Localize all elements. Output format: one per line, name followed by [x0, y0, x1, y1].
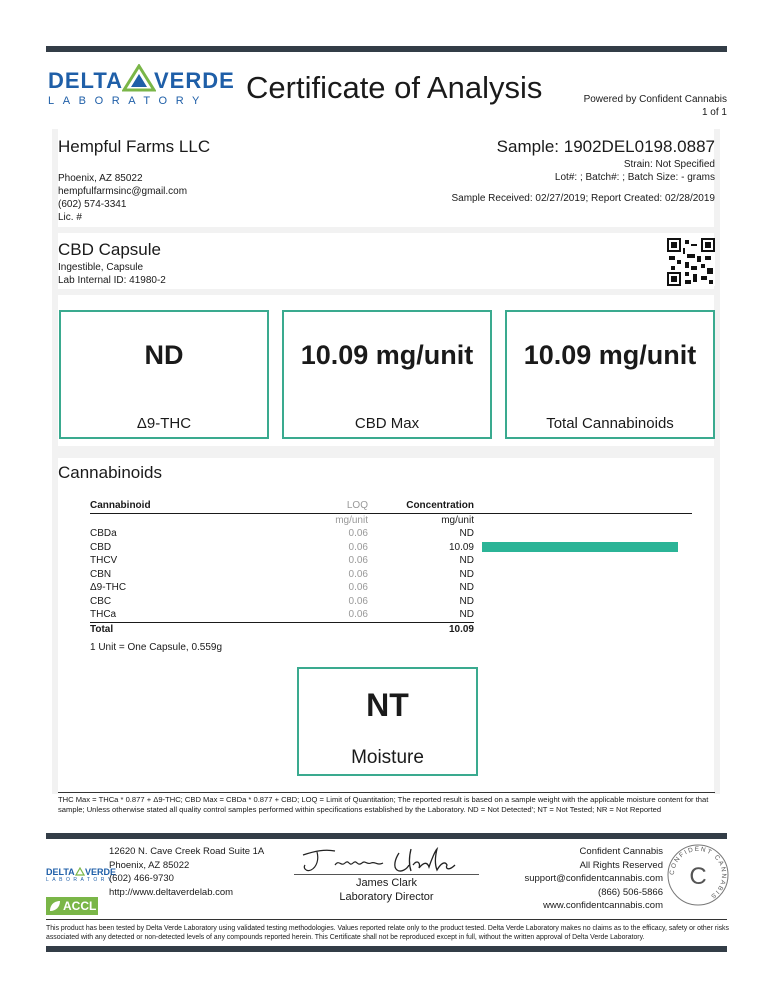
sample-lot: Lot#: ; Batch#: ; Batch Size: - grams — [554, 172, 715, 183]
table-row — [90, 541, 692, 555]
footer-logo-word-delta: DELTA — [46, 867, 75, 877]
logo-word-verde: VERDE — [154, 68, 235, 93]
loq-value: 0.06 — [348, 541, 368, 553]
qr-code-icon — [667, 238, 715, 286]
footer-logo-sub: LABORATORY — [46, 877, 115, 883]
concentration-value: 10.09 — [448, 541, 474, 553]
leaf-icon — [48, 899, 62, 913]
summary-label: CBD Max — [354, 415, 420, 432]
product-type: Ingestible, Capsule — [58, 262, 144, 273]
sample-details — [451, 158, 715, 205]
summary-box-thc — [59, 310, 269, 439]
bottom-band — [46, 946, 727, 952]
client-address — [58, 172, 187, 224]
product-internal-id: Lab Internal ID: 41980-2 — [58, 275, 166, 286]
table-row — [90, 527, 692, 541]
logo-word-delta: DELTA — [48, 68, 124, 93]
delta-verde-logo — [46, 64, 235, 110]
cannabinoid-name: CBDa — [90, 528, 117, 539]
product-name: CBD Capsule — [58, 240, 161, 259]
loq-value: 0.06 — [348, 528, 368, 539]
table-row — [90, 554, 692, 568]
cannabinoids-table — [90, 499, 692, 636]
cannabinoid-name: CBC — [90, 595, 112, 607]
seal-letter: C — [689, 863, 707, 890]
cc-rights: All Rights Reserved — [579, 859, 663, 871]
cannabinoid-name: CBD — [90, 541, 112, 553]
moisture-box — [297, 667, 478, 776]
summary-box-total-cannabinoids — [505, 310, 715, 439]
accl-text: ACCL — [63, 899, 97, 913]
moisture-value: NT — [366, 687, 409, 723]
col-cannabinoid: Cannabinoid — [90, 499, 270, 513]
confident-cannabis-seal — [666, 843, 730, 907]
accl-badge — [46, 897, 98, 915]
lab-website[interactable]: http://www.deltaverdelab.com — [109, 886, 234, 898]
client-name: Hempful Farms LLC — [58, 137, 211, 156]
signer-title: Laboratory Director — [339, 891, 434, 903]
seal-text: CONFIDENT CANNABIS — [668, 845, 728, 901]
cc-contact — [524, 845, 663, 913]
loq-value: 0.06 — [348, 555, 368, 566]
table-row — [90, 568, 692, 582]
sample-dates: Sample Received: 02/27/2019; Report Created: 02/28/2019 — [451, 193, 715, 204]
footnote: THC Max = THCa * 0.877 + Δ9-THC; CBD Max = CBDa * 0.877 + CBD; LOQ = Limit of Quantitation; The reported result is based on a sample weight with the applicable moisture content for that sample; Unless otherwise stated all quality control samples performed within specifications established by the Laboratory. ND = Not Detected'; NT = Not Tested; NR = Not Reported — [58, 795, 709, 814]
sample-id: Sample: 1902DEL0198.0887 — [496, 137, 715, 156]
table-row — [90, 595, 692, 609]
disclaimer: This product has been tested by Delta Verde Laboratory using validated testing methodologies. Values reported relate only to the product tested. Delta Verde Laboratory makes no claims as to the efficacy, safety or other risks associated with any detected or non-detected levels of any compounds reported herein. This Certificate shall not be reproduced except in full, without the written approval of Delta Verde Laboratory. — [46, 925, 729, 941]
top-band — [46, 46, 727, 52]
lab-address — [109, 845, 264, 899]
logo-triangle-icon — [122, 64, 156, 92]
signature-image — [295, 843, 475, 878]
footer-logo-word-verde: VERDE — [85, 867, 117, 877]
summary-label: Total Cannabinoids — [546, 415, 674, 432]
loq-value: 0.06 — [348, 609, 368, 620]
summary-value: 10.09 mg/unit — [523, 340, 697, 370]
summary-label: Δ9-THC — [136, 415, 192, 432]
concentration-value: ND — [459, 582, 474, 593]
table-row — [90, 608, 692, 622]
table-row — [90, 581, 692, 595]
unit-note: 1 Unit = One Capsule, 0.559g — [90, 642, 223, 653]
summary-value: ND — [144, 340, 184, 370]
concentration-bar — [482, 542, 678, 552]
concentration-value: ND — [459, 595, 474, 607]
lab-phone: (602) 466-9730 — [109, 873, 174, 884]
powered-by: Powered by Confident Cannabis — [583, 94, 727, 105]
units-row — [90, 513, 692, 527]
footer-logo — [46, 864, 117, 884]
page-number: 1 of 1 — [701, 107, 727, 118]
sample-strain: Strain: Not Specified — [623, 159, 715, 170]
footer-rule — [46, 919, 727, 920]
product-details — [58, 261, 166, 287]
col-loq: LOQ — [270, 499, 368, 513]
client-phone: (602) 574-3341 — [58, 199, 127, 210]
loq-value: 0.06 — [348, 582, 368, 593]
lab-address-line1: 12620 N. Cave Creek Road Suite 1A — [109, 846, 265, 857]
signature-line — [294, 874, 479, 875]
client-city: Phoenix, AZ 85022 — [58, 173, 143, 184]
concentration-value: ND — [459, 528, 474, 539]
cannabinoid-name: Δ9-THC — [90, 582, 127, 593]
page-title: Certificate of Analysis — [246, 70, 543, 105]
unit-loq: mg/unit — [335, 514, 368, 526]
client-license: Lic. # — [58, 212, 82, 223]
cannabinoid-name: CBN — [90, 568, 112, 580]
footnote-rule — [58, 792, 715, 793]
cc-phone: (866) 506-5866 — [598, 886, 663, 898]
total-label: Total — [90, 622, 270, 636]
loq-value: 0.06 — [348, 568, 368, 580]
cc-email[interactable]: support@confidentcannabis.com — [524, 873, 663, 884]
footer-logo-triangle-icon — [75, 867, 85, 876]
section-title: Cannabinoids — [58, 463, 162, 482]
client-email: hempfulfarmsinc@gmail.com — [58, 186, 188, 197]
concentration-value: ND — [459, 568, 474, 580]
cc-website[interactable]: www.confidentcannabis.com — [543, 900, 663, 911]
concentration-value: ND — [459, 555, 474, 566]
mid-band — [46, 833, 727, 839]
table-header — [90, 499, 692, 513]
total-row — [90, 622, 692, 636]
moisture-label: Moisture — [351, 747, 424, 768]
unit-concentration: mg/unit — [441, 514, 474, 526]
summary-box-cbd-max — [282, 310, 492, 439]
signer-name: James Clark — [355, 877, 418, 889]
col-concentration: Concentration — [368, 499, 474, 513]
concentration-value: ND — [459, 609, 474, 620]
summary-value: 10.09 mg/unit — [300, 340, 474, 370]
total-value: 10.09 — [368, 622, 474, 636]
lab-address-line2: Phoenix, AZ 85022 — [109, 859, 190, 871]
cannabinoid-name: THCV — [90, 555, 118, 566]
cannabinoid-name: THCa — [90, 609, 117, 620]
cc-name: Confident Cannabis — [579, 846, 663, 857]
logo-sub: LABORATORY — [48, 95, 208, 107]
loq-value: 0.06 — [348, 595, 368, 607]
